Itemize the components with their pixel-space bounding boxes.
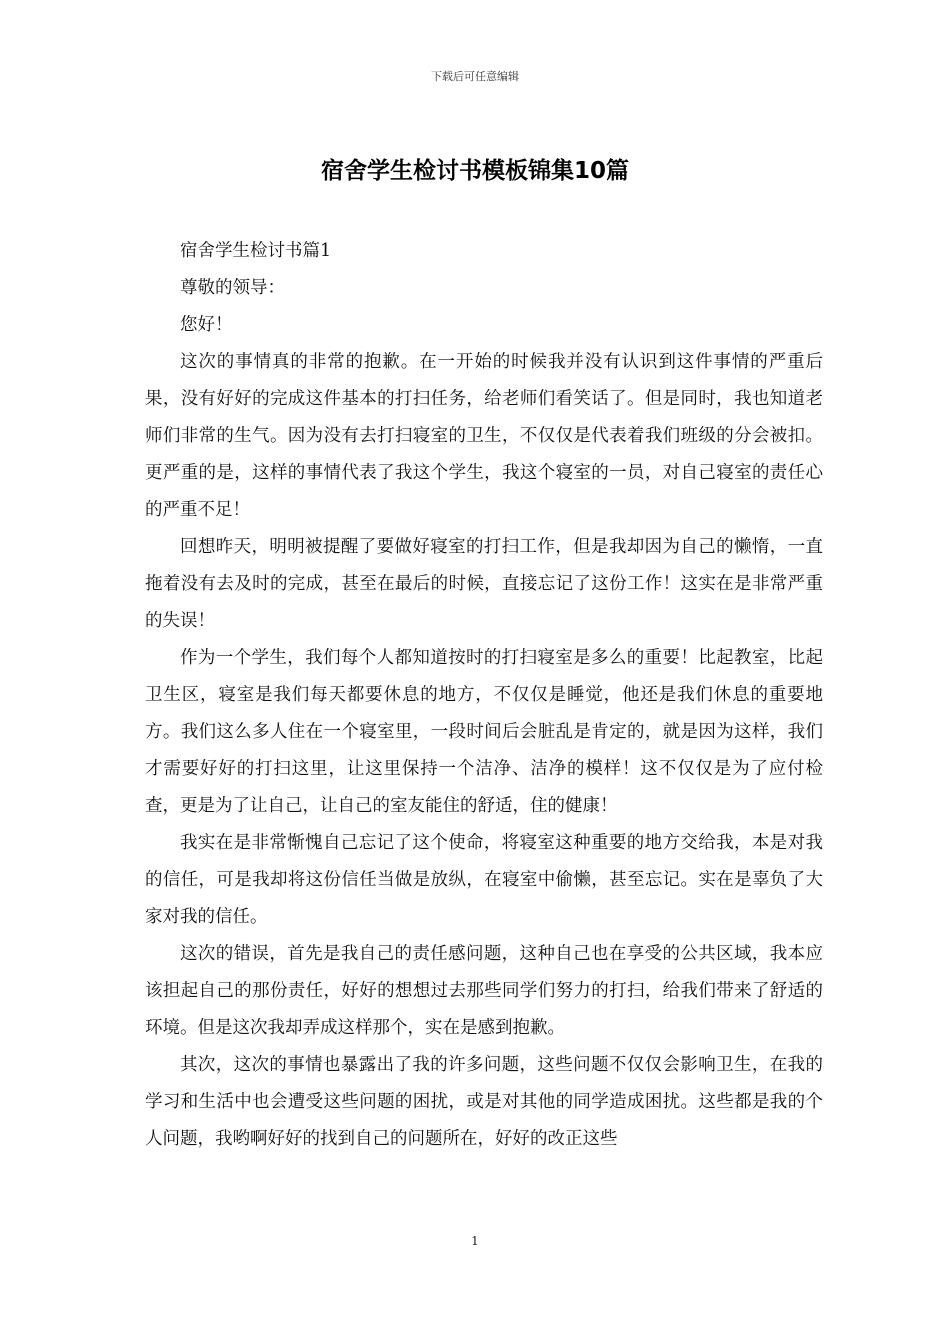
section-heading: 宿舍学生检讨书篇1 <box>180 241 332 261</box>
body-paragraph: 其次，这次的事情也暴露出了我的许多问题，这些问题不仅仅会影响卫生，在我的学习和生活中也会遭受这些问题的困扰，或是对其他的同学造成困扰。这些都是我的个人问题，我哟啊好好的找到自己的问题所在，好好的改正这些 <box>145 1055 823 1149</box>
body-paragraph: 这次的事情真的非常的抱歉。在一开始的时候我并没有认识到这件事情的严重后果，没有好好的完成这件基本的打扫任务，给老师们看笑话了。但是同时，我也知道老师们非常的生气。因为没有去打扫寝室的卫生，不仅仅是代表着我们班级的分会被扣。更严重的是，这样的事情代表了我这个学生，我这个寝室的一员，对自己寝室的责任心的严重不足！ <box>145 352 823 520</box>
document-body <box>145 233 823 1158</box>
salutation: 尊敬的领导： <box>180 278 285 298</box>
body-paragraph: 我实在是非常惭愧自己忘记了这个使命，将寝室这种重要的地方交给我，本是对我的信任，可是我却将这份信任当做是放纵，在寝室中偷懒，甚至忘记。实在是辜负了大家对我的信任。 <box>145 833 823 927</box>
header-note: 下载后可任意编辑 <box>431 70 519 83</box>
greeting: 您好！ <box>180 315 233 335</box>
body-paragraph: 回想昨天，明明被提醒了要做好寝室的打扫工作，但是我却因为自己的懒惰，一直拖着没有去及时的完成，甚至在最后的时候，直接忘记了这份工作！这实在是非常严重的失误！ <box>145 537 823 631</box>
document-title: 宿舍学生检讨书模板锦集10篇 <box>320 158 629 184</box>
body-paragraph: 作为一个学生，我们每个人都知道按时的打扫寝室是多么的重要！比起教室，比起卫生区，寝室是我们每天都要休息的地方，不仅仅是睡觉，他还是我们休息的重要地方。我们这么多人住在一个寝室里，一段时间后会脏乱是肯定的，就是因为这样，我们才需要好好的打扫这里，让这里保持一个洁净、洁净的模样！这不仅仅是为了应付检查，更是为了让自己，让自己的室友能住的舒适，住的健康！ <box>145 648 823 816</box>
page-number: 1 <box>471 1234 479 1248</box>
body-paragraph: 这次的错误，首先是我自己的责任感问题，这种自己也在享受的公共区域，我本应该担起自己的那份责任，好好的想想过去那些同学们努力的打扫，给我们带来了舒适的环境。但是这次我却弄成这样那个，实在是感到抱歉。 <box>145 944 823 1038</box>
